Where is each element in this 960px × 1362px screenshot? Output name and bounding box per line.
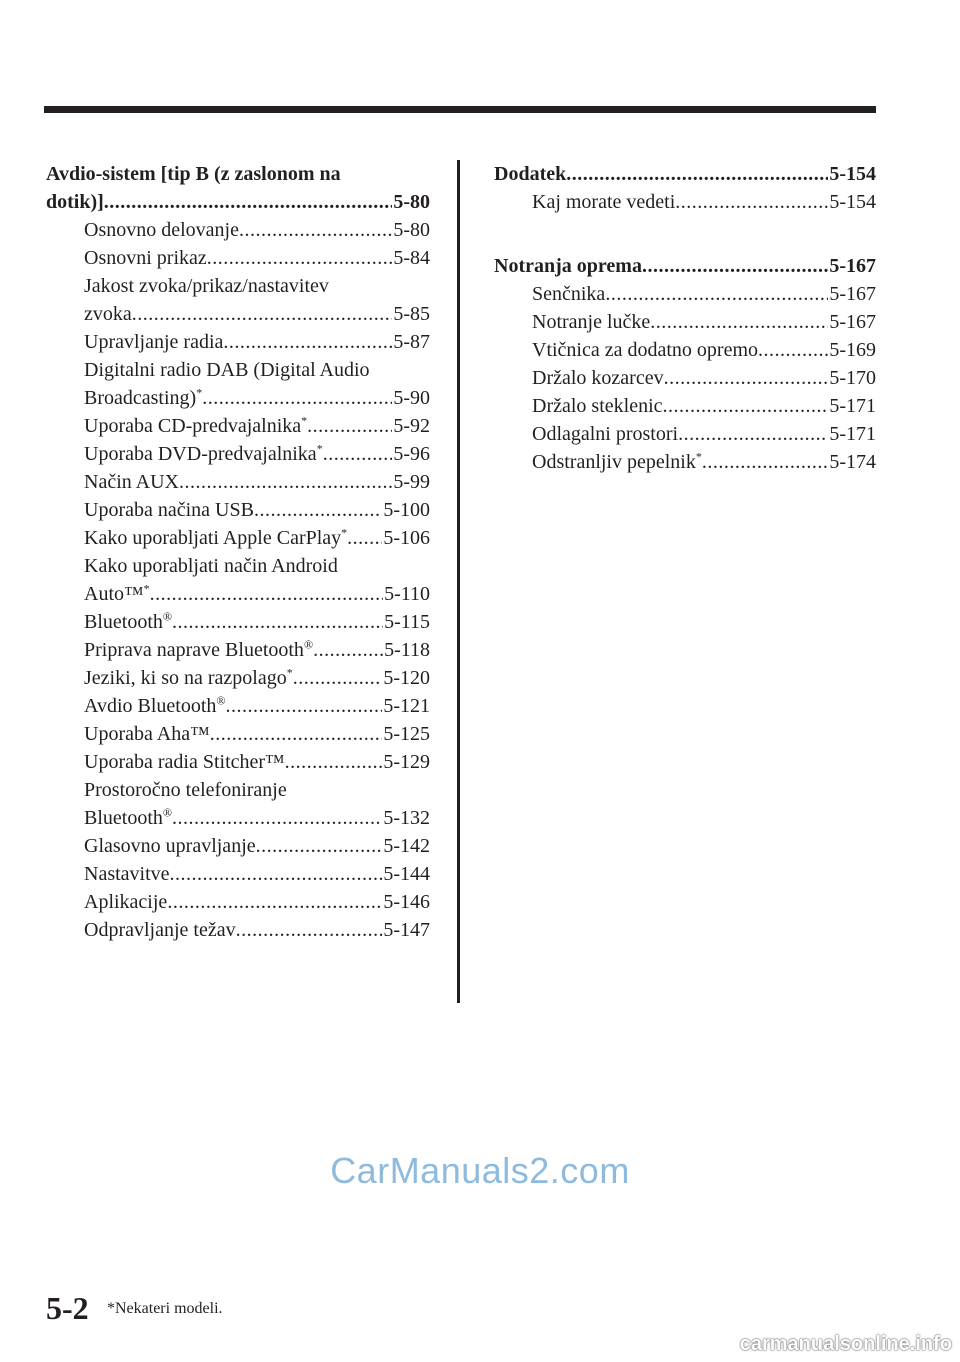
leader-dots <box>256 832 383 860</box>
toc-entry[interactable] <box>84 608 430 636</box>
toc-entry-label: Jeziki, ki so na razpolago* <box>84 665 293 689</box>
toc-entry-page: 5-167 <box>829 255 876 277</box>
toc-entry-mark: ® <box>162 609 173 624</box>
toc-entry-page: 5-121 <box>383 695 430 717</box>
toc-entry-label: Bluetooth® <box>84 609 173 633</box>
toc-entry-page: 5-106 <box>383 527 430 549</box>
leader-dots <box>150 580 383 608</box>
toc-entry[interactable] <box>532 188 876 216</box>
leader-dots <box>202 384 392 412</box>
toc-left-column <box>46 160 430 944</box>
leader-dots <box>650 308 828 336</box>
toc-entry-label: Notranja oprema <box>494 255 642 277</box>
toc-entry[interactable] <box>84 860 430 888</box>
toc-entry-page: 5-100 <box>383 499 430 521</box>
leader-dots <box>313 636 383 664</box>
toc-entry-label: Kako uporabljati Apple CarPlay* <box>84 525 348 549</box>
corner-watermark: carmanualsonline.info <box>739 1333 952 1355</box>
toc-entry-page: 5-129 <box>383 751 430 773</box>
toc-entry-label: Broadcasting)* <box>84 385 203 409</box>
leader-dots <box>132 300 393 328</box>
leader-dots <box>702 448 828 476</box>
toc-entry-page: 5-96 <box>393 443 430 465</box>
leader-dots <box>236 916 383 944</box>
toc-entry[interactable] <box>84 636 430 664</box>
toc-entry-page: 5-125 <box>383 723 430 745</box>
page-number: 5-2 <box>46 1290 89 1326</box>
toc-entry-label: Uporaba CD-predvajalnika* <box>84 413 308 437</box>
toc-entry[interactable] <box>84 580 430 608</box>
toc-entry-label: Osnovno delovanje <box>84 219 239 241</box>
toc-right-column <box>494 160 876 476</box>
toc-entry-mark: ® <box>216 693 226 708</box>
toc-entry-label: Priprava naprave Bluetooth® <box>84 637 314 661</box>
leader-dots <box>307 412 392 440</box>
toc-entry[interactable] <box>84 244 430 272</box>
leader-dots <box>566 160 828 188</box>
footnote: *Nekateri modeli. <box>107 1300 223 1317</box>
toc-entry-mark: ® <box>303 637 314 652</box>
leader-dots <box>323 440 393 468</box>
toc-section-heading[interactable] <box>494 252 876 280</box>
toc-entry-list <box>46 216 430 944</box>
toc-entry-page: 5-167 <box>829 311 876 333</box>
toc-entry[interactable] <box>532 280 876 308</box>
toc-entry[interactable] <box>532 364 876 392</box>
leader-dots <box>226 692 383 720</box>
toc-entry-label: Kaj morate vedeti <box>532 191 676 213</box>
toc-entry[interactable] <box>84 412 430 440</box>
toc-entry-page: 5-132 <box>383 807 430 829</box>
toc-entry-line: Jakost zvoka/prikaz/nastavitev <box>84 275 329 297</box>
toc-entry[interactable] <box>84 216 430 244</box>
toc-entry-label: Uporaba radia Stitcher™ <box>84 751 285 773</box>
toc-entry-page: 5-118 <box>384 639 430 661</box>
leader-dots <box>210 720 383 748</box>
toc-entry-page: 5-110 <box>384 583 430 605</box>
toc-entry-page: 5-171 <box>829 423 876 445</box>
toc-entry-page: 5-171 <box>829 395 876 417</box>
leader-dots <box>223 328 392 356</box>
toc-entry-label: Odlagalni prostori <box>532 423 679 445</box>
leader-dots <box>285 748 383 776</box>
toc-entry-page: 5-174 <box>829 451 876 473</box>
toc-entry[interactable] <box>84 692 430 720</box>
toc-entry-label: Dodatek <box>494 163 567 185</box>
column-divider <box>457 160 460 1003</box>
toc-entry-page: 5-90 <box>393 387 430 409</box>
toc-entry[interactable] <box>84 916 430 944</box>
toc-entry-label: zvoka <box>84 303 132 325</box>
toc-entry-label: Odstranljiv pepelnik* <box>532 449 702 473</box>
top-rule <box>44 106 876 113</box>
toc-entry-mark: * <box>286 665 293 680</box>
leader-dots <box>642 252 828 280</box>
toc-entry-label: Uporaba načina USB <box>84 499 254 521</box>
toc-heading-page: 5-80 <box>393 191 430 213</box>
toc-entry[interactable] <box>84 300 430 328</box>
toc-entry-label: Upravljanje radia <box>84 331 224 353</box>
toc-entry[interactable] <box>84 496 430 524</box>
toc-entry-mark: ® <box>162 805 173 820</box>
toc-entry-label: Notranje lučke <box>532 311 651 333</box>
leader-dots <box>172 804 382 832</box>
toc-entry-page: 5-170 <box>829 367 876 389</box>
toc-heading-entry[interactable] <box>46 188 430 216</box>
toc-section-heading[interactable] <box>494 160 876 188</box>
leader-dots <box>167 888 382 916</box>
leader-dots <box>104 188 393 216</box>
toc-entry-label: Nastavitve <box>84 863 170 885</box>
toc-entry[interactable] <box>532 420 876 448</box>
toc-entry-page: 5-146 <box>383 891 430 913</box>
leader-dots <box>663 392 829 420</box>
toc-entry[interactable] <box>84 888 430 916</box>
toc-entry-page: 5-80 <box>393 219 430 241</box>
toc-entry-mark: * <box>143 581 150 596</box>
toc-entry-page: 5-154 <box>829 191 876 213</box>
toc-entry-page: 5-92 <box>393 415 430 437</box>
leader-dots <box>675 188 828 216</box>
toc-entry-label: Bluetooth® <box>84 805 173 829</box>
toc-entry-label: Odpravljanje težav <box>84 919 236 941</box>
site-watermark: CarManuals2.com <box>330 1150 630 1191</box>
toc-entry-label: Osnovni prikaz <box>84 247 207 269</box>
toc-entry[interactable] <box>84 720 430 748</box>
toc-entry[interactable] <box>84 524 430 552</box>
toc-entry-page: 5-147 <box>383 919 430 941</box>
toc-entry-label: Avdio Bluetooth® <box>84 693 226 717</box>
toc-entry-line: Kako uporabljati način Android <box>84 555 338 577</box>
toc-entry-page: 5-142 <box>383 835 430 857</box>
toc-entry[interactable] <box>84 664 430 692</box>
leader-dots <box>678 420 828 448</box>
toc-entry[interactable] <box>84 328 430 356</box>
toc-entry-page: 5-120 <box>383 667 430 689</box>
toc-entry-label: Aplikacije <box>84 891 168 913</box>
toc-entry-label: Uporaba Aha™ <box>84 723 210 745</box>
toc-entry-page: 5-84 <box>393 247 430 269</box>
toc-entry-mark: * <box>316 441 323 456</box>
toc-entry-line: Prostoročno telefoniranje <box>84 779 287 801</box>
toc-entry-page: 5-115 <box>384 611 430 633</box>
leader-dots <box>207 244 393 272</box>
leader-dots <box>758 336 828 364</box>
toc-entry[interactable] <box>84 384 430 412</box>
toc-entry-mark: * <box>341 525 348 540</box>
toc-entry[interactable] <box>84 748 430 776</box>
toc-entry-page: 5-99 <box>393 471 430 493</box>
leader-dots <box>664 364 829 392</box>
toc-entry-label: Držalo steklenic <box>532 395 663 417</box>
toc-entry-label: Senčnika <box>532 283 606 305</box>
leader-dots <box>179 468 392 496</box>
toc-entry[interactable] <box>84 468 430 496</box>
toc-entry[interactable] <box>532 308 876 336</box>
toc-entry-page: 5-144 <box>383 863 430 885</box>
toc-heading-label: dotik)] <box>46 191 104 213</box>
leader-dots <box>254 496 382 524</box>
leader-dots <box>605 280 828 308</box>
toc-entry[interactable] <box>84 832 430 860</box>
toc-entry-page: 5-167 <box>829 283 876 305</box>
toc-entry-label: Držalo kozarcev <box>532 367 664 389</box>
leader-dots <box>293 664 383 692</box>
toc-entry-label: Uporaba DVD-predvajalnika* <box>84 441 323 465</box>
toc-entry-label: Auto™* <box>84 581 150 605</box>
toc-entry[interactable] <box>84 440 430 468</box>
toc-entry-mark: * <box>196 385 203 400</box>
toc-entry-label: Vtičnica za dodatno opremo <box>532 339 759 361</box>
toc-entry-page: 5-154 <box>829 163 876 185</box>
toc-entry-page: 5-87 <box>393 331 430 353</box>
toc-entry[interactable] <box>532 448 876 476</box>
toc-entry-mark: * <box>301 413 308 428</box>
leader-dots <box>172 608 383 636</box>
toc-entry[interactable] <box>84 804 430 832</box>
leader-dots <box>239 216 392 244</box>
toc-entry-line: Digitalni radio DAB (Digital Audio <box>84 359 370 381</box>
leader-dots <box>170 860 383 888</box>
toc-entry-page: 5-85 <box>393 303 430 325</box>
toc-entry-mark: * <box>695 449 702 464</box>
toc-entry[interactable] <box>532 392 876 420</box>
toc-entry-label: Način AUX <box>84 471 179 493</box>
toc-entry[interactable] <box>532 336 876 364</box>
leader-dots <box>347 524 382 552</box>
toc-heading-line: Avdio-sistem [tip B (z zaslonom na <box>46 163 341 185</box>
toc-entry-label: Glasovno upravljanje <box>84 835 256 857</box>
toc-entry-page: 5-169 <box>829 339 876 361</box>
